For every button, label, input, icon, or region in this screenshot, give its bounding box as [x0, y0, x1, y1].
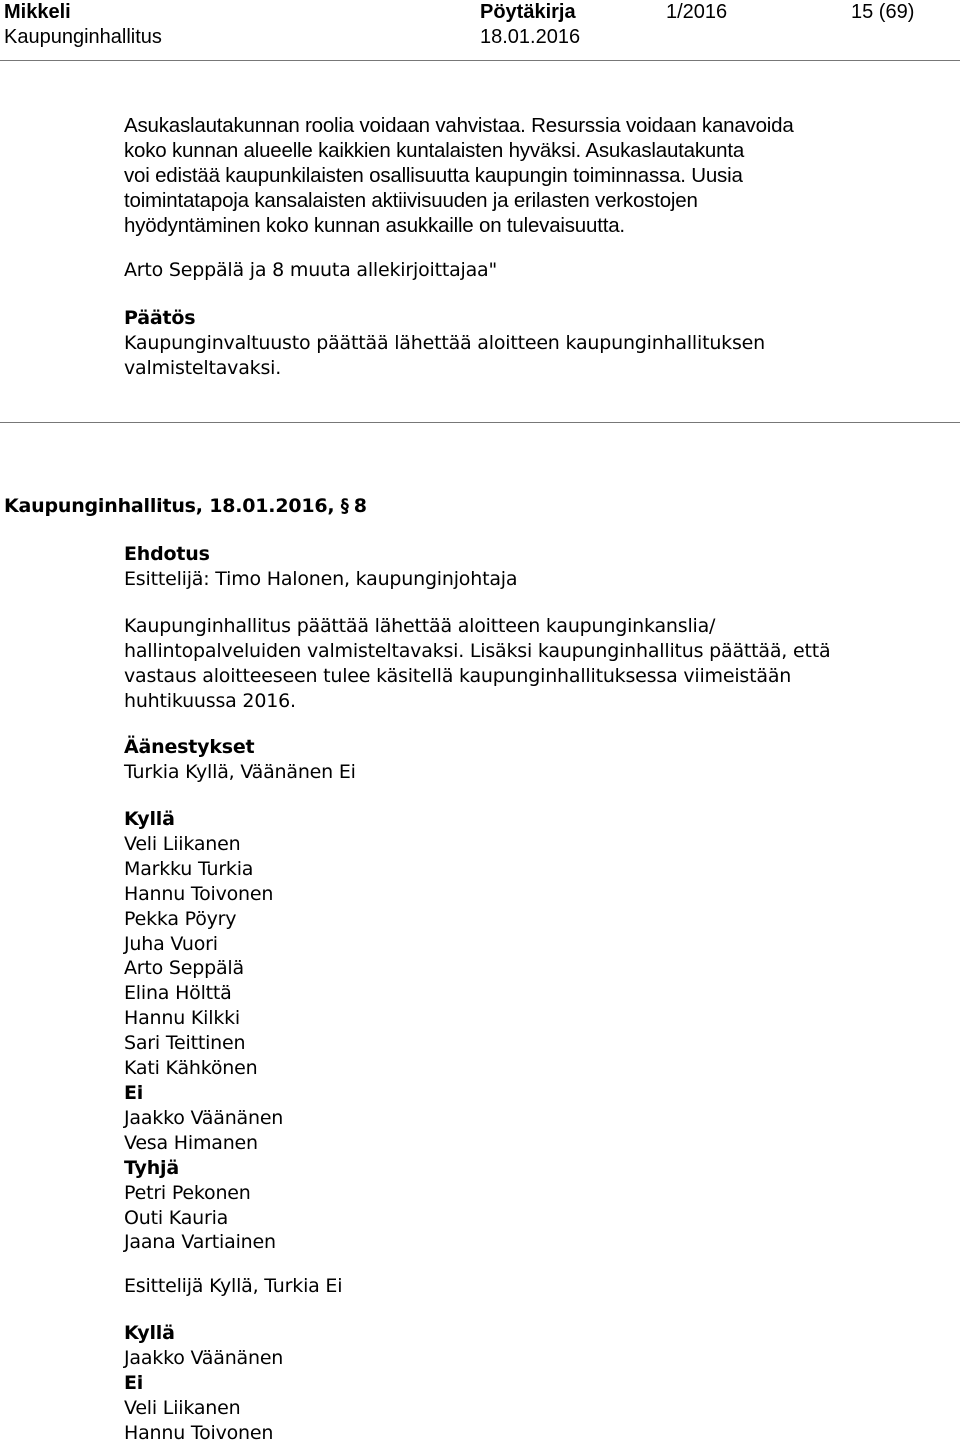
- voter-name: Jaakko Väänänen: [124, 1346, 284, 1369]
- voter-name: Markku Turkia: [124, 857, 254, 880]
- vote2-title: Esittelijä Kyllä, Turkia Ei: [124, 1275, 343, 1297]
- section-heading: [4, 495, 367, 517]
- voter-name: Veli Liikanen: [124, 1396, 241, 1419]
- vote-yes-label: Kyllä: [124, 1322, 175, 1344]
- proposal-line: huhtikuussa 2016.: [124, 689, 296, 712]
- header-divider: [0, 60, 960, 61]
- voter-name: Hannu Toivonen: [124, 1421, 274, 1444]
- voter-name: Outi Kauria: [124, 1206, 229, 1229]
- voter-name: Pekka Pöyry: [124, 907, 237, 930]
- paragraph-symbol: §: [341, 495, 350, 517]
- presenter-line: Esittelijä: Timo Halonen, kaupunginjohtaja: [124, 567, 518, 590]
- vote-no-label: Ei: [124, 1371, 144, 1394]
- vote-no-label: Ei: [124, 1081, 144, 1104]
- document-type: Pöytäkirja: [480, 1, 576, 23]
- decision-heading: Päätös: [124, 307, 196, 329]
- proposal-heading: Ehdotus: [124, 543, 210, 565]
- document-header-org: [4, 0, 162, 50]
- signers-line: Arto Seppälä ja 8 muuta allekirjoittajaa": [124, 259, 498, 281]
- section-prefix: Kaupunginhallitus, 18.01.2016,: [4, 495, 335, 517]
- intro-line: voi edistää kaupunkilaisten osallisuutta kaupungin toiminnassa. Uusia: [124, 163, 743, 187]
- vote-yes-label: Kyllä: [124, 808, 175, 830]
- intro-line: koko kunnan alueelle kaikkien kuntalaisten hyväksi. Asukaslautakunta: [124, 138, 745, 162]
- voter-name: Hannu Kilkki: [124, 1007, 240, 1030]
- voter-name: Elina Hölttä: [124, 982, 232, 1005]
- intro-paragraph: [124, 114, 944, 239]
- intro-line: toimintatapoja kansalaisten aktiivisuuden ja erilasten verkostojen: [124, 188, 698, 212]
- vote2-results: [124, 1321, 944, 1446]
- meeting-date: 18.01.2016: [480, 26, 581, 48]
- votes-block: [124, 735, 944, 785]
- vote1-title: Turkia Kyllä, Väänänen Ei: [124, 760, 356, 783]
- document-header-type: [480, 0, 580, 50]
- vote-blank-label: Tyhjä: [124, 1156, 179, 1179]
- section-divider: [0, 422, 960, 423]
- voter-name: Jaana Vartiainen: [124, 1231, 276, 1254]
- votes-heading: Äänestykset: [124, 736, 255, 758]
- proposal-block: [124, 542, 944, 592]
- voter-name: Petri Pekonen: [124, 1181, 251, 1204]
- organ-name: Kaupunginhallitus: [4, 26, 162, 48]
- proposal-text: [124, 614, 944, 714]
- voter-name: Sari Teittinen: [124, 1032, 246, 1055]
- section-number: 8: [353, 495, 367, 517]
- voter-name: Arto Seppälä: [124, 957, 244, 980]
- voter-name: Hannu Toivonen: [124, 882, 274, 905]
- proposal-line: vastaus aloitteeseen tulee käsitellä kaupunginhallituksessa viimeistään: [124, 664, 792, 687]
- municipality-name: Mikkeli: [4, 1, 71, 23]
- proposal-line: Kaupunginhallitus päättää lähettää aloitteen kaupunginkanslia/: [124, 615, 716, 637]
- voter-name: Jaakko Väänänen: [124, 1106, 284, 1129]
- proposal-line: hallintopalveluiden valmisteltavaksi. Lisäksi kaupunginhallitus päättää, että: [124, 639, 831, 662]
- decision-line: valmisteltavaksi.: [124, 356, 282, 379]
- document-number: 1/2016: [666, 1, 728, 23]
- intro-line: Asukaslautakunnan roolia voidaan vahvistaa. Resurssia voidaan kanavoida: [124, 114, 794, 137]
- intro-line: hyödyntäminen koko kunnan asukkaille on tulevaisuutta.: [124, 213, 625, 237]
- voter-name: Kati Kähkönen: [124, 1057, 258, 1080]
- decision-line: Kaupunginvaltuusto päättää lähettää aloitteen kaupunginhallituksen: [124, 331, 766, 354]
- page-number: 15 (69): [851, 1, 915, 23]
- voter-name: Vesa Himanen: [124, 1131, 258, 1154]
- voter-name: Juha Vuori: [124, 932, 218, 955]
- voter-name: Veli Liikanen: [124, 832, 241, 855]
- vote1-results: [124, 807, 944, 1255]
- decision-block: [124, 306, 944, 381]
